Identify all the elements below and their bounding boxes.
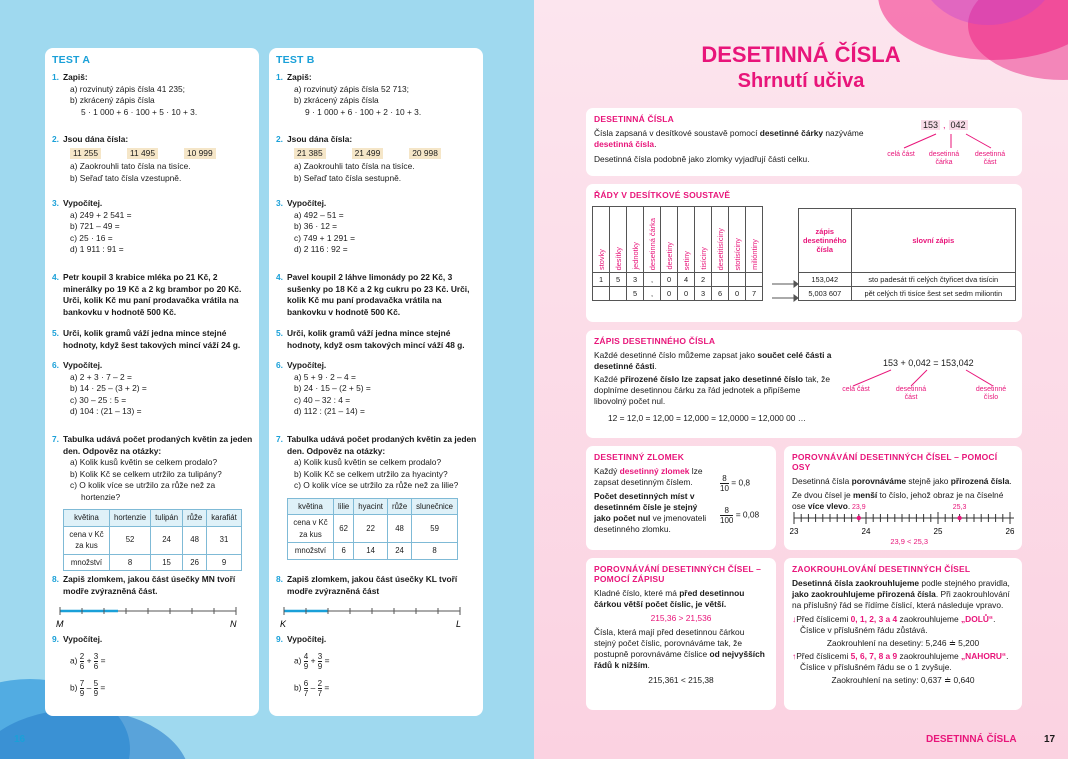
place-column-header: milióntiny	[746, 207, 763, 273]
place-cell: 0	[678, 287, 695, 301]
place-cell: 5	[627, 287, 644, 301]
page-subtitle: Shrnutí učiva	[737, 70, 865, 92]
compare-example-2: 215,361 < 215,38	[648, 675, 714, 685]
box-decimal-numbers: DESETINNÁ ČÍSLA Čísla zapsaná v desítkové soustavě pomocí desetinné čárky nazýváme desetinná čísla. Desetinná čísla podobně jako zlomky vyjadřují části celku. 153 , 042 celá část desetinná čárka desetinná část	[586, 108, 1022, 176]
place-column-header: stovky	[593, 207, 610, 273]
question-6: 6. Vypočítej. a) 2 + 3 · 7 – 2 = b) 14 · 25 – (3 + 2) = c) 30 – 25 : 5 = d) 104 : (21 – 13) =	[52, 360, 147, 416]
rounding-example-1: Zaokrouhlení na desetiny: 5,246 ≐ 5,200	[826, 638, 980, 648]
test-a-card	[45, 48, 259, 716]
place-cell: 0	[661, 287, 678, 301]
point-m: M	[56, 619, 64, 629]
question-2: 2. Jsou dána čísla: 11 255 11 495 10 999 a) Zaokrouhli tato čísla na tisíce. b) Seřaď tato čísla vzestupně.	[52, 134, 254, 184]
point-label: 25,3	[952, 504, 967, 511]
sum-example: 153 + 0,042 = 153,042	[883, 358, 974, 368]
question-1: 1. Zapiš: a) rozvinutý zápis čísla 41 235; b) zkrácený zápis čísla 5 · 1 000 + 6 · 100 + 5 · 10 + 3.	[52, 72, 198, 117]
place-column-header: tisíciny	[695, 207, 712, 273]
place-cell: 1	[593, 273, 610, 287]
number-axis	[788, 502, 1018, 546]
test-b-card	[269, 48, 483, 716]
place-cell	[712, 273, 729, 287]
tick-label: 23	[789, 527, 799, 536]
place-cell: 0	[661, 273, 678, 287]
place-column-header: desetitisíciny	[712, 207, 729, 273]
fraction-expr-b: b) $\frac{6}{7}$ – $\frac{2}{7}$ =	[294, 678, 330, 698]
fraction-example-2: $\frac{8}{100}$ = 0,08	[720, 506, 760, 525]
box-compare-notation: POROVNÁVÁNÍ DESETINNÝCH ČÍSEL – POMOCÍ ZÁPISU Kladné číslo, které má před desetinnou čárkou větší počet číslic, je větší. 215,36 > 21,536 Čísla, která mají před desetinnou čárkou stejný počet číslic, porovnáváme tak, že postupně porovnáváme číslice od nejvyšších řádů k nižším. 215,361 < 215,38	[586, 558, 776, 710]
rounding-example-2: Zaokrouhlení na setiny: 0,637 ≐ 0,640	[831, 675, 975, 685]
question-5: 5. Urči, kolik gramů váží jedna mince stejné hodnoty, když osm takových mincí váží 48 g.	[276, 328, 465, 350]
question-2: 2. Jsou dána čísla: 21 385 21 499 20 998 a) Zaokrouhli tato čísla na tisíce. b) Seřaď tato čísla sestupně.	[276, 134, 478, 184]
question-7: 7. Tabulka udává počet prodaných květin za jeden den. Odpověz na otázky: a) Kolik kusů květin se celkem prodalo? b) Kolik Kč se celkem utržilo za hyacinty? c) O kolik více se utržilo za růže než za lilie? květina lilie hyacint růže slunečnice cena v Kč za kus 62 22 48 59 množství 6 14 24 8	[276, 434, 478, 560]
box-place-values: ŘÁDY V DESÍTKOVÉ SOUSTAVĚ stovky desítky jednotky desetinná čárka desetiny setiny tisíciny desetitisíciny stotisíciny milióntiny 1 5 3 , 0 4 2 5 , 0 0 3 6 0 7 zápis desetinného čísla slovní zápis 153,042 sto padesát tři celých čtyřicet dva tisícin 5,003 607 pět celých tři tisíce šest set sedm miliontin	[586, 184, 1022, 322]
axis-point	[957, 516, 961, 520]
compare-example-1: 215,36 > 21,536	[650, 613, 712, 623]
page-number: 16	[14, 734, 26, 745]
place-cell: 0	[729, 287, 746, 301]
decimal-example: 153 , 042	[923, 120, 966, 130]
place-cell: 7	[746, 287, 763, 301]
question-3: 3. Vypočítej. a) 492 – 51 = b) 36 · 12 = c) 749 + 1 291 = d) 2 116 : 92 =	[276, 198, 355, 254]
question-8: 8. Zapiš zlomkem, jakou část úsečky MN tvoří modře zvýrazněná část. M N	[52, 574, 254, 635]
down-arrow-icon: ↓	[792, 614, 797, 624]
arrows-to-table	[772, 276, 798, 304]
fraction-expr-a: a) $\frac{4}{9}$ + $\frac{3}{9}$ =	[294, 651, 330, 671]
axis-point	[857, 516, 861, 520]
tick-label: 26	[1005, 527, 1015, 536]
point-l: L	[456, 619, 462, 629]
place-column-header: jednotky	[627, 207, 644, 273]
question-3: 3. Vypočítej. a) 249 + 2 541 = b) 721 – 49 = c) 25 · 16 = d) 1 911 : 91 =	[52, 198, 132, 254]
page-number: 17	[1044, 734, 1056, 745]
place-cell: 6	[712, 287, 729, 301]
flowers-table: květina lilie hyacint růže slunečnice cena v Kč za kus 62 22 48 59 množství 6 14 24 8	[287, 498, 458, 560]
point-n: N	[230, 619, 237, 629]
place-cell: 3	[627, 273, 644, 287]
place-column-header: setiny	[678, 207, 695, 273]
place-cell	[729, 273, 746, 287]
tick-label: 25	[933, 527, 943, 536]
question-1: 1. Zapiš: a) rozvinutý zápis čísla 52 713; b) zkrácený zápis čísla 9 · 1 000 + 6 · 100 + 2 · 10 + 3.	[276, 72, 422, 117]
flowers-table: květina hortenzie tulipán růže karafiát cena v Kč za kus 52 24 48 31 množství 8 15 26 9	[63, 509, 242, 571]
place-cell: ,	[644, 287, 661, 301]
point-label: 23,9	[851, 504, 866, 511]
question-9: 9. Vypočítej. a) $\frac{4}{9}$ + $\frac{3}{9}$ = b) $\frac{6}{7}$ – $\frac{2}{7}$ =	[276, 634, 478, 698]
zero-padding-example: 12 = 12,0 = 12,00 = 12,000 = 12,0000 = 12,000 00 …	[608, 413, 807, 423]
place-cell: 3	[695, 287, 712, 301]
up-arrow-icon: ↑	[792, 651, 797, 661]
place-cell	[610, 287, 627, 301]
decimal-arrows	[886, 130, 1006, 150]
segment-kl	[276, 603, 468, 631]
place-cell	[746, 273, 763, 287]
place-column-header: stotisíciny	[729, 207, 746, 273]
box-decimal-notation: ZÁPIS DESETINNÉHO ČÍSLA Každé desetinné číslo můžeme zapsat jako součet celé části a desetinné části. Každé přirozené číslo lze zapsat jako desetinné číslo tak, že doplníme desetinnou čárku za řád jednotek a připíšeme libovolný počet nul. 12 = 12,0 = 12,00 = 12,000 = 12,0000 = 12,000 00 … 153 + 0,042 = 153,042 celá část desetinná část desetinné číslo	[586, 330, 1022, 438]
question-7: 7. Tabulka udává počet prodaných květin za jeden den. Odpověz na otázky: a) Kolik kusů květin se celkem prodalo? b) Kolik Kč se celkem utržilo za tulipány? c) O kolik více se utržilo za růže než za hortenzie? květina hortenzie tulipán růže karafiát cena v Kč za kus 52 24 48 31 množství 8 15 26 9	[52, 434, 254, 571]
box-rounding: ZAOKROUHLOVÁNÍ DESETINNÝCH ČÍSEL Desetinná čísla zaokrouhlujeme podle stejného pravidla, jako zaokrouhlujeme přirozená čísla. Při zaokrouhlování na příslušný řád se řídíme číslicí, která následuje vpravo. ↓Před číslicemi 0, 1, 2, 3 a 4 zaokrouhlujeme „DOLŮ“. Číslice v příslušném řádu zůstává. Zaokrouhlení na desetiny: 5,246 ≐ 5,200 ↑Před číslicemi 5, 6, 7, 8 a 9 zaokrouhlujeme „NAHORU“. Číslice v příslušném řádu se o 1 zvyšuje. Zaokrouhlení na setiny: 0,637 ≐ 0,640	[784, 558, 1022, 710]
place-values-table	[592, 206, 763, 301]
fraction-expr-b: b) $\frac{7}{9}$ – $\frac{5}{9}$ =	[70, 678, 106, 698]
place-cell: ,	[644, 273, 661, 287]
question-5: 5. Urči, kolik gramů váží jedna mince stejné hodnoty, když šest takových mincí váží 24 g.	[52, 328, 241, 350]
place-column-header: desítky	[610, 207, 627, 273]
footer-title: DESETINNÁ ČÍSLA	[926, 734, 1017, 745]
comparison-label: 23,9 < 25,3	[890, 537, 929, 546]
place-cell: 2	[695, 273, 712, 287]
place-column-header: desetinná čárka	[644, 207, 661, 273]
place-cell	[593, 287, 610, 301]
segment-mn	[52, 603, 244, 631]
place-column-header: desetiny	[661, 207, 678, 273]
place-cell: 5	[610, 273, 627, 287]
decorative-wave	[0, 709, 190, 759]
question-9: 9. Vypočítej. a) $\frac{2}{6}$ + $\frac{3}{6}$ = b) $\frac{7}{9}$ – $\frac{5}{9}$ =	[52, 634, 254, 698]
question-6: 6. Vypočítej. a) 5 + 9 · 2 – 4 = b) 24 · 15 – (2 + 5) = c) 40 – 32 : 4 = d) 112 : (21 – 14) =	[276, 360, 371, 416]
test-title: TEST B	[276, 54, 315, 66]
place-cell: 4	[678, 273, 695, 287]
question-4: 4. Petr koupil 3 krabice mléka po 21 Kč, 2 minerálky po 19 Kč a 2 kg brambor po 20 Kč. Urči, kolik Kč mu paní prodavačka vrátila na bankovku v hodnotě 500 Kč.	[52, 272, 242, 317]
point-k: K	[280, 619, 287, 629]
fraction-example-1: $\frac{8}{10}$ = 0,8	[720, 474, 751, 493]
fraction-expr-a: a) $\frac{2}{6}$ + $\frac{3}{6}$ =	[70, 651, 106, 671]
test-title: TEST A	[52, 54, 91, 66]
question-8: 8. Zapiš zlomkem, jakou část úsečky KL tvoří modře zvýrazněná část K L	[276, 574, 478, 635]
box-decimal-fraction: DESETINNÝ ZLOMEK Každý desetinný zlomek lze zapsat desetinným číslem. Počet desetinných míst v desetinném čísle je stejný jako počet nul ve jmenovateli desetinného zlomku. $\frac{8}{10}$ = 0,8 $\frac{8}{100}$ = 0,08	[586, 446, 776, 550]
box-compare-axis: POROVNÁVÁNÍ DESETINNÝCH ČÍSEL – POMOCÍ OSY Desetinná čísla porovnáváme stejně jako přirozená čísla. Ze dvou čísel je menší to číslo, jehož obraz je na číselné ose více vlevo. 23 24 25 26 23,9 25,3 23,9 < 25,3	[784, 446, 1022, 550]
tick-label: 24	[861, 527, 871, 536]
decimal-words-table: zápis desetinného čísla slovní zápis 153,042 sto padesát tři celých čtyřicet dva tisícin 5,003 607 pět celých tři tisíce šest set sedm miliontin	[798, 208, 1016, 301]
page-title: DESETINNÁ ČÍSLA	[701, 42, 901, 67]
question-4: 4. Pavel koupil 2 láhve limonády po 22 Kč, 3 sušenky po 18 Kč a 2 kg cukru po 23 Kč. Urči, kolik Kč mu paní prodavačka vrátila na bankovku v hodnotě 500 Kč.	[276, 272, 470, 317]
